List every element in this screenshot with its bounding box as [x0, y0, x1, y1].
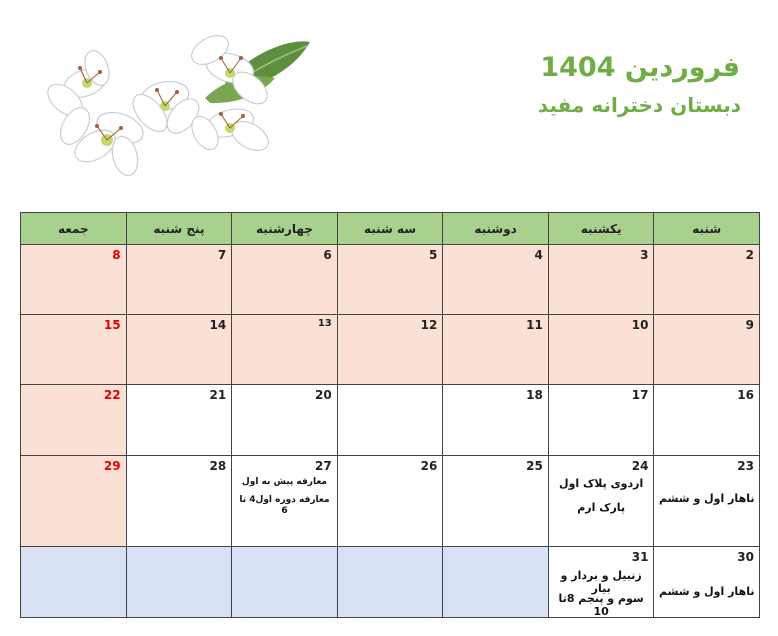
week-row: [21, 315, 760, 385]
day-number: 2: [745, 248, 754, 262]
event-text: معارفه دوره اول4 تا 6: [239, 495, 330, 516]
weekday-header: شنبه: [654, 213, 760, 245]
day-cell: [126, 456, 232, 547]
day-cell: [654, 315, 760, 385]
week-row: [21, 245, 760, 315]
day-number: 4: [534, 248, 543, 262]
holiday-day-number: 8: [112, 248, 121, 262]
day-number: 23: [737, 459, 754, 473]
week-row: [21, 456, 760, 547]
week-row: [21, 385, 760, 456]
day-number: 20: [315, 388, 332, 402]
day-cell: [126, 245, 232, 315]
weekday-header: دوشنبه: [443, 213, 549, 245]
weekday-header: پنج شنبه: [126, 213, 232, 245]
day-number: 27: [315, 459, 332, 473]
event-text: زنبیل و بردار و بیار: [560, 569, 642, 596]
blossom-decoration-image: [25, 28, 315, 180]
day-number: 28: [209, 459, 227, 473]
holiday-day-number: 29: [103, 459, 121, 473]
day-number: 6: [323, 248, 332, 262]
day-cell: [337, 315, 443, 385]
day-cell: [232, 456, 338, 547]
day-number: 11: [526, 318, 543, 332]
day-cell: [548, 385, 654, 456]
day-number: 3: [640, 248, 649, 262]
calendar-title: فروردین 1404: [540, 52, 740, 83]
day-cell: [654, 456, 760, 547]
day-number: 10: [631, 318, 649, 332]
weekday-header: جمعه: [21, 213, 127, 245]
day-number: 31: [631, 550, 649, 564]
day-number: 7: [217, 248, 227, 262]
day-number: 24: [631, 459, 649, 473]
day-number: 30: [737, 550, 754, 564]
day-cell: [21, 245, 127, 315]
day-cell: [126, 385, 232, 456]
day-cell: [654, 245, 760, 315]
day-number: 25: [526, 459, 543, 473]
event-text: سوم و پنجم 8تا 10: [558, 592, 644, 619]
day-cell: [337, 385, 443, 456]
weekday-header: سه شنبه: [337, 213, 443, 245]
event-text: اردوی پلاک اول: [559, 477, 644, 490]
day-cell: [232, 385, 338, 456]
day-cell: [443, 315, 549, 385]
event-text: ناهار اول و ششم: [658, 585, 755, 598]
day-number: 17: [631, 388, 649, 402]
day-cell: [126, 315, 232, 385]
day-cell: [232, 245, 338, 315]
empty-day-cell: [337, 547, 443, 618]
holiday-day-number: 22: [103, 388, 121, 402]
empty-day-cell: [232, 547, 338, 618]
day-number: 16: [737, 388, 754, 402]
day-cell: [21, 315, 127, 385]
empty-day-cell: [126, 547, 232, 618]
day-number: 13: [317, 318, 332, 329]
day-cell: [548, 456, 654, 547]
day-number: 21: [209, 388, 227, 402]
day-cell: [443, 385, 549, 456]
day-number: 14: [209, 318, 227, 332]
weekday-header: یکشنبه: [548, 213, 654, 245]
day-cell: [21, 456, 127, 547]
day-cell: [443, 245, 549, 315]
day-cell: [654, 547, 760, 618]
day-number: 18: [526, 388, 543, 402]
day-cell: [548, 245, 654, 315]
day-number: 5: [428, 248, 438, 262]
event-text: معارفه پیش به اول: [241, 477, 327, 487]
empty-day-cell: [443, 547, 549, 618]
day-cell: [654, 385, 760, 456]
empty-day-cell: [21, 547, 127, 618]
day-cell: [337, 456, 443, 547]
day-number: 26: [420, 459, 438, 473]
day-cell: [337, 245, 443, 315]
day-cell: [443, 456, 549, 547]
event-text: ناهار اول و ششم: [658, 492, 755, 505]
event-text: پارک ارم: [577, 501, 626, 514]
day-cell: [21, 385, 127, 456]
school-name: دبستان دخترانه مفید: [537, 93, 741, 117]
day-cell: [232, 315, 338, 385]
day-number: 9: [745, 318, 754, 332]
day-number: 12: [420, 318, 438, 332]
weekday-header-row: [21, 213, 760, 245]
day-cell: [548, 547, 654, 618]
week-row: [21, 547, 760, 618]
weekday-header: چهارشنبه: [232, 213, 338, 245]
holiday-day-number: 15: [103, 318, 121, 332]
day-cell: [548, 315, 654, 385]
calendar-table: [20, 212, 760, 618]
